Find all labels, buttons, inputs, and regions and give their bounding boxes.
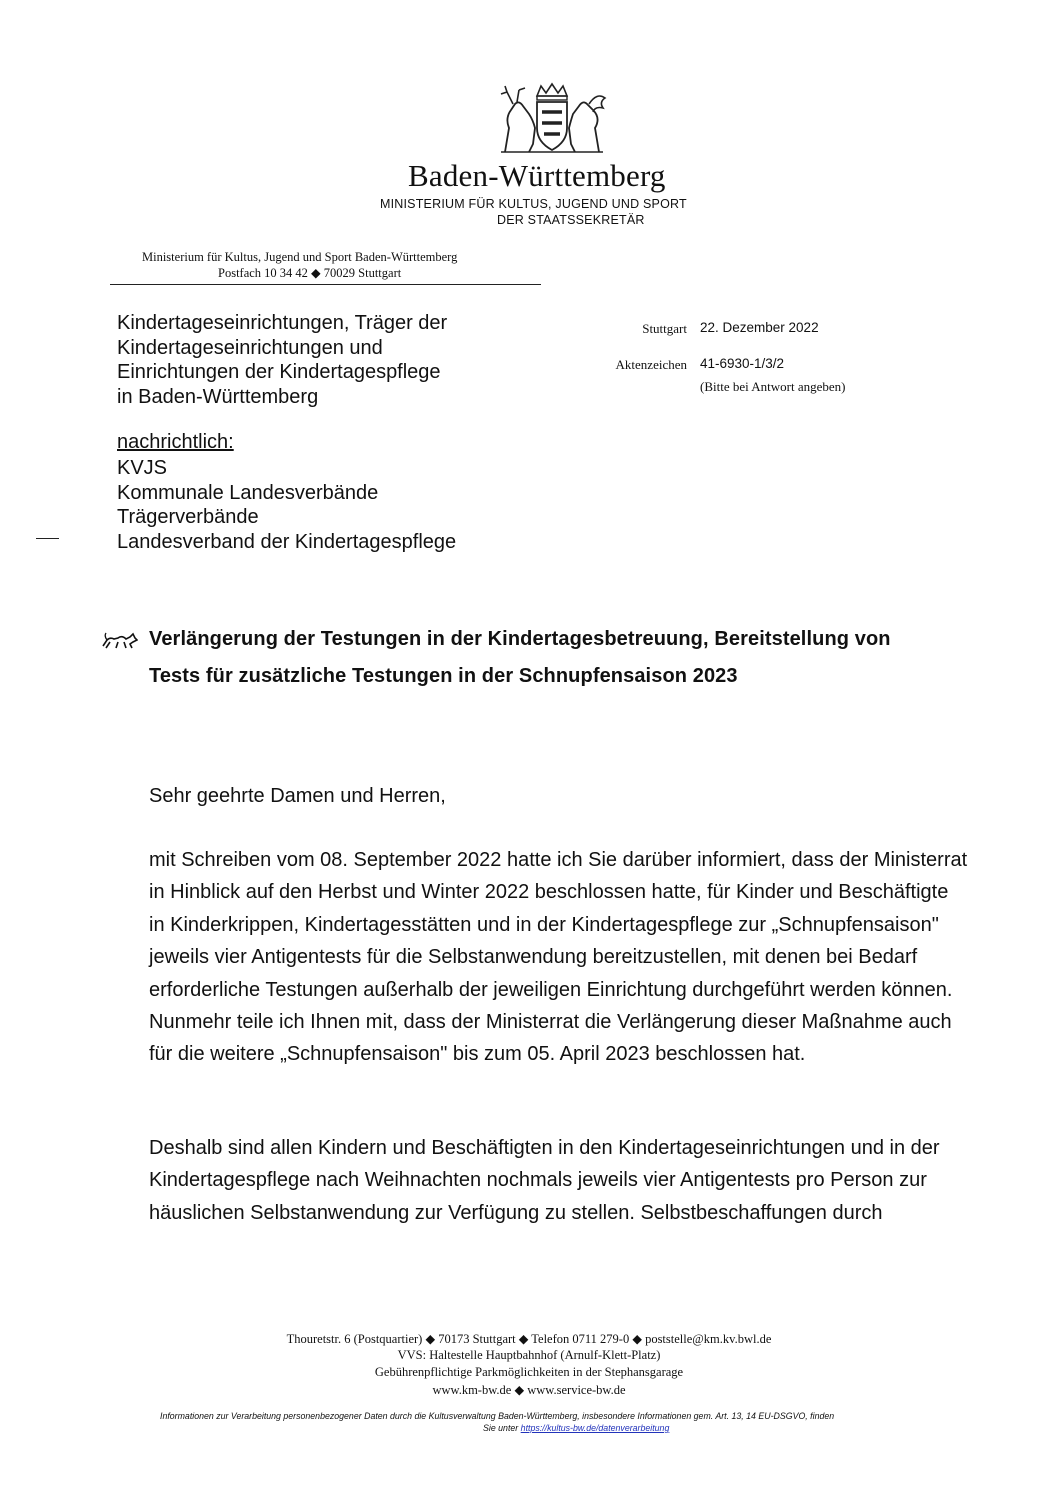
- footer-websites: www.km-bw.de ◆ www.service-bw.de: [432, 1383, 626, 1397]
- subject-line-1: Verlängerung der Testungen in der Kindertagesbetreuung, Bereitstellung von: [149, 628, 891, 650]
- letter-date: 22. Dezember 2022: [700, 320, 819, 335]
- fold-mark: [36, 538, 59, 539]
- recipient-line: Kindertageseinrichtungen, Träger der: [117, 312, 448, 334]
- reference-number: 41-6930-1/3/2: [700, 356, 785, 371]
- cc-item: KVJS: [117, 457, 168, 479]
- footer-transit: VVS: Haltestelle Hauptbahnhof (Arnulf-Klett-Platz): [397, 1348, 661, 1362]
- privacy-notice-line-2: [483, 1423, 669, 1433]
- body-paragraph-2: Deshalb sind allen Kindern und Beschäftigten in den Kindertageseinrichtungen und in der Kindertagespflege nach Weihnachten nochmals jeweils vier Antigentests pro Person zur häuslichen Selbstanwendung zur Verfügung zu stellen. Selbstbeschaffungen durch: [149, 1137, 940, 1224]
- recipient-line: Einrichtungen der Kindertagespflege: [117, 361, 441, 383]
- return-address-line-1: Ministerium für Kultus, Jugend und Sport Baden-Württemberg: [142, 250, 458, 264]
- cc-item: Landesverband der Kindertagespflege: [117, 530, 457, 553]
- cc-list: [117, 456, 456, 554]
- recipient-line: in Baden-Württemberg: [117, 385, 319, 408]
- return-address-line-2: Postfach 10 34 42 ◆ 70029 Stuttgart: [218, 266, 402, 280]
- footer-parking: Gebührenpflichtige Parkmöglichkeiten in der Stephansgarage: [374, 1365, 684, 1379]
- coat-of-arms-icon: [493, 82, 611, 154]
- reference-note: (Bitte bei Antwort angeben): [700, 379, 846, 394]
- cc-item: Kommunale Landesverbände: [117, 481, 379, 504]
- privacy-notice: Informationen zur Verarbeitung personenbezogener Daten durch die Kultusverwaltung Baden-Württemberg, insbesondere Informationen gem. Art. 13, 14 EU-DSGVO, finden: [160, 1411, 835, 1421]
- ministry-name: MINISTERIUM FÜR KULTUS, JUGEND UND SPORT: [380, 197, 687, 211]
- cc-item: Trägerverbände: [117, 506, 259, 528]
- place-label: Stuttgart: [642, 321, 687, 336]
- privacy-link[interactable]: https://kultus-bw.de/datenverarbeitung: [520, 1423, 670, 1433]
- lion-icon: [102, 632, 138, 649]
- privacy-prefix: Sie unter: [483, 1423, 519, 1433]
- subject-line-2: Tests für zusätzliche Testungen in der Schnupfensaison 2023: [149, 665, 738, 687]
- body-paragraph-1: mit Schreiben vom 08. September 2022 hatte ich Sie darüber informiert, dass der Ministerrat in Hinblick auf den Herbst und Winter 2022 beschlossen hatte, für Kinder und Beschäftigte in Kinderkrippen, Kindertagesstätten und in der Kindertagespflege zur „Schnupfensaison" jeweils vier Antigentests für die Selbstanwendung bereitzustellen, mit denen bei Bedarf erforderliche Testungen außerhalb der jeweiligen Einrichtung durchgeführt werden können. Nunmehr teile ich Ihnen mit, dass der Ministerrat die Verlängerung dieser Maßnahme auch für die weitere „Schnupfensaison" bis zum 05. April 2023 beschlossen hat.: [149, 849, 968, 1066]
- return-address-divider: [110, 284, 541, 285]
- reference-label: Aktenzeichen: [615, 357, 687, 372]
- cc-heading: nachrichtlich:: [117, 431, 234, 453]
- footer-address: Thouretstr. 6 (Postquartier) ◆ 70173 Stuttgart ◆ Telefon 0711 279-0 ◆ poststelle@km.kv.bwl.de: [286, 1332, 772, 1346]
- recipient-block: [117, 311, 447, 409]
- state-name: Baden-Württemberg: [408, 158, 666, 193]
- recipient-line: Kindertageseinrichtungen und: [117, 336, 383, 359]
- salutation: Sehr geehrte Damen und Herren,: [149, 785, 446, 807]
- ministry-subtitle: DER STAATSSEKRETÄR: [497, 213, 645, 227]
